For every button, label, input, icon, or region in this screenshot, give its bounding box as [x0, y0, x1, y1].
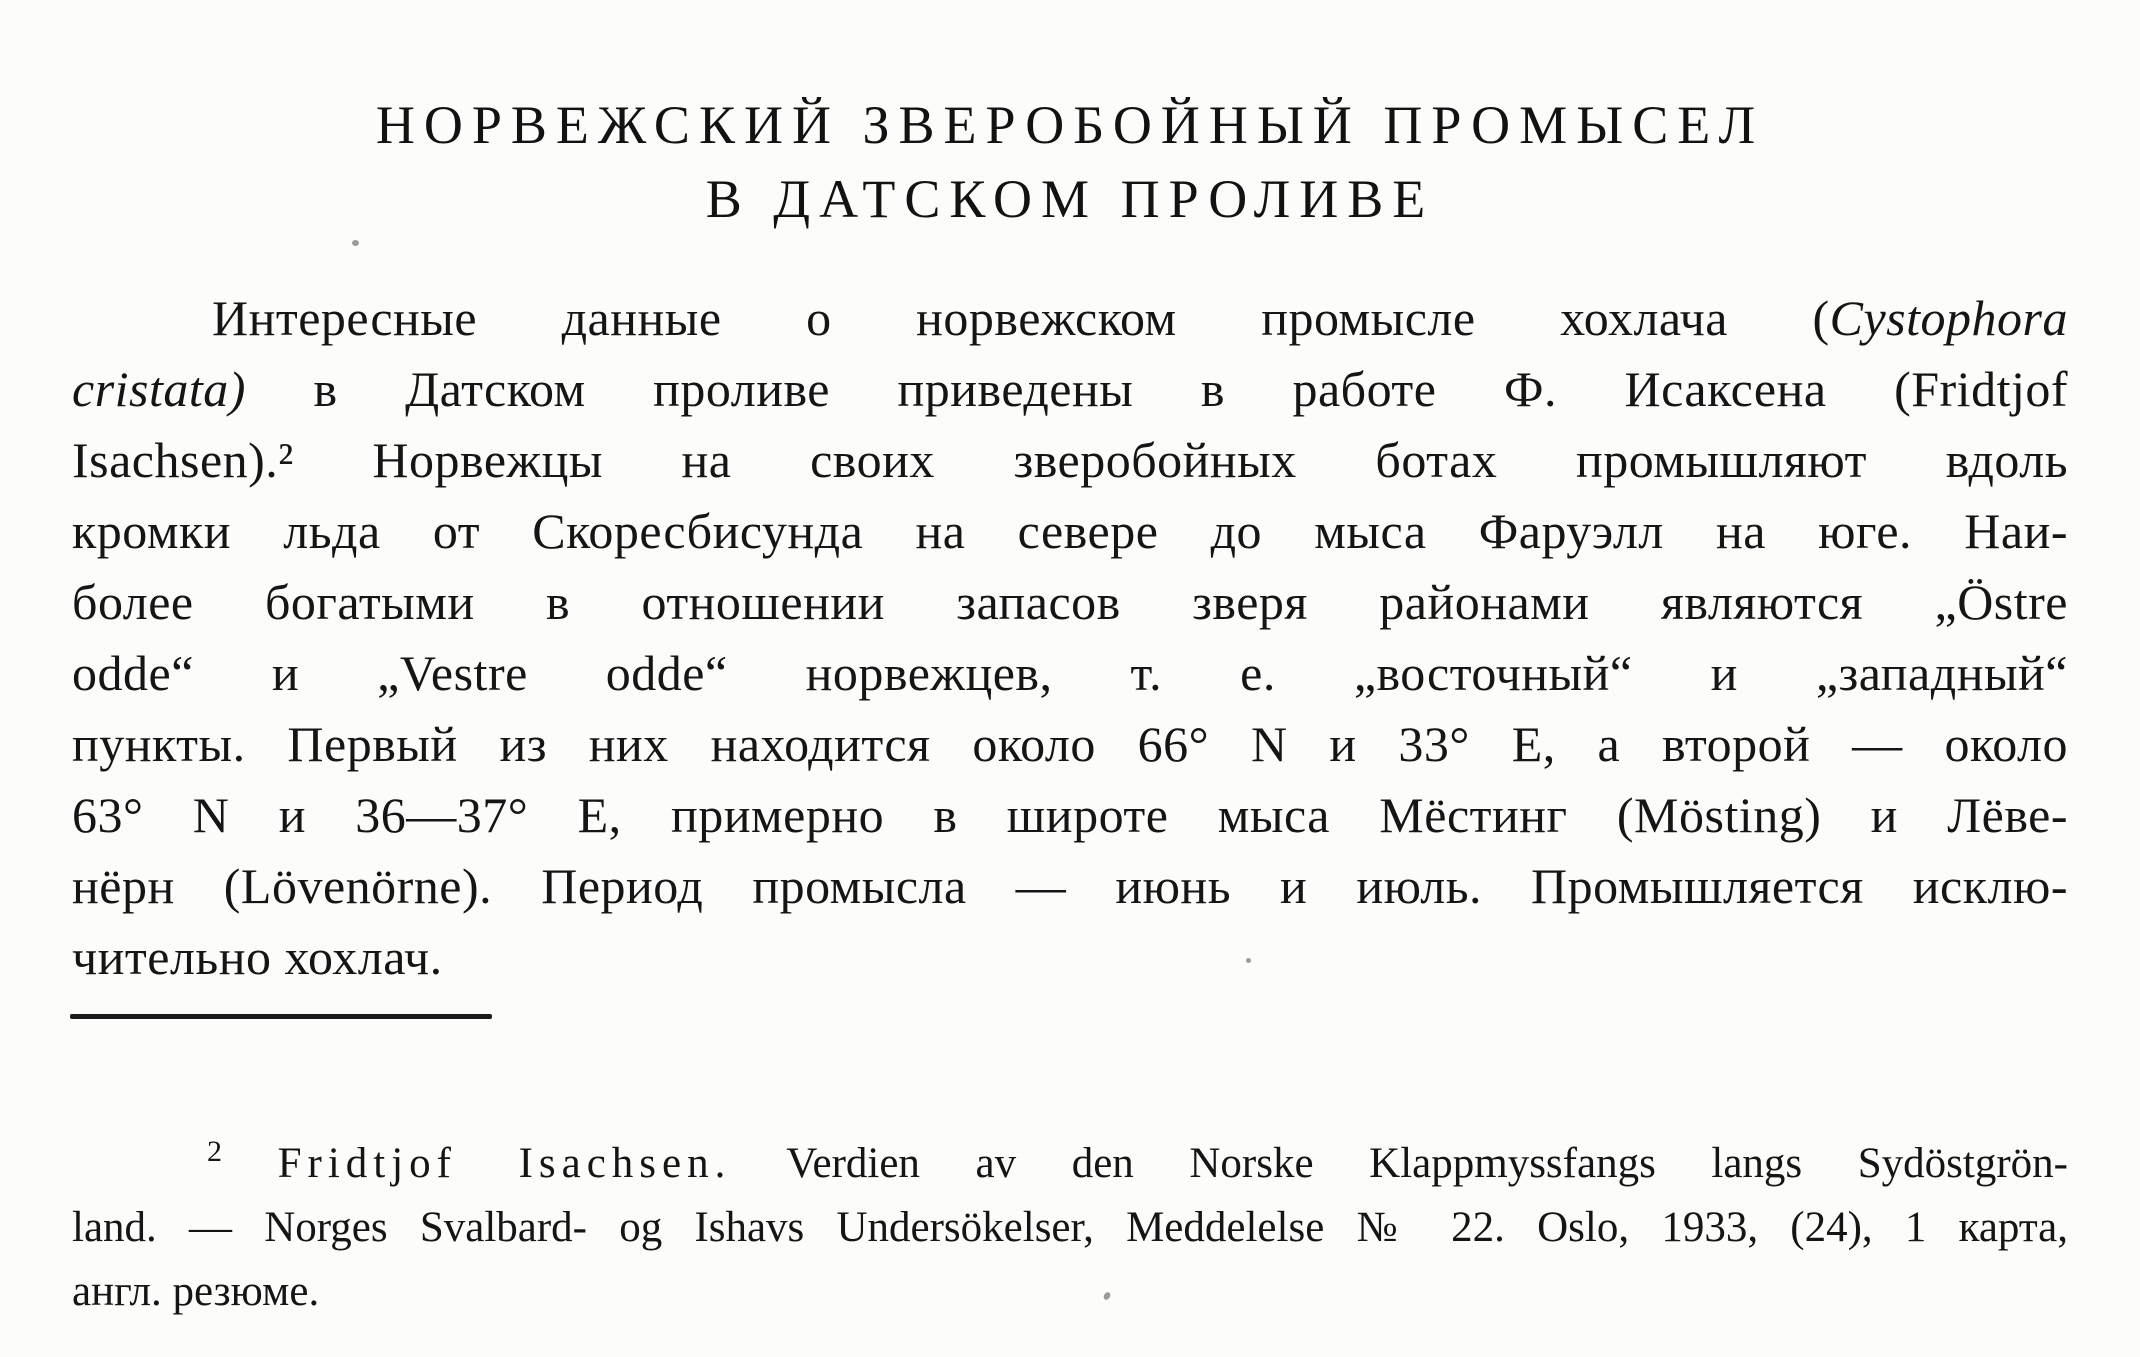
body-line-4: кромки льда от Скоресбисунда на севере до мыса Фаруэлл на юге. Наи-	[72, 503, 2068, 559]
body-line-6: odde“ и „Vestre odde“ норвежцев, т. е. „восточный“ и „западный“	[72, 645, 2068, 701]
body-line-3: Isachsen).² Норвежцы на своих зверобойных ботах промышляют вдоль	[72, 432, 2068, 488]
body-line-9: нёрн (Lövenörne). Период промысла — июнь и июль. Промышляется исклю-	[72, 858, 2068, 914]
footnote-author: Fridtjof Isachsen.	[277, 1140, 732, 1187]
body-line-5: более богатыми в отношении запасов зверя районами являются „Östre	[72, 574, 2068, 630]
body-line-1-text: Интересные данные о норвежском промысле хохлача (	[212, 290, 1830, 346]
footnote-line-1	[72, 1132, 2068, 1196]
title-line-2: В ДАТСКОМ ПРОЛИВЕ	[705, 169, 1435, 229]
footnote-separator-rule	[70, 1014, 492, 1019]
article-title	[0, 88, 2140, 236]
scan-speck	[1246, 958, 1251, 963]
footnote-line-2: land. — Norges Svalbard- og Ishavs Undersökelser, Meddelelse № 22. Oslo, 1933, (24), 1 карта,	[72, 1204, 2068, 1251]
footnote-marker: 2	[207, 1135, 222, 1168]
body-line-1	[72, 283, 2068, 354]
footnote	[72, 1132, 2068, 1324]
title-line-1: НОРВЕЖСКИЙ ЗВЕРОБОЙНЫЙ ПРОМЫСЕЛ	[375, 95, 1765, 155]
body-line-2-text: в Датском проливе приведены в работе Ф. Исаксена (Fridtjof	[313, 361, 2069, 417]
body-line-8: 63° N и 36—37° E, примерно в широте мыса Мёстинг (Mösting) и Лёве-	[72, 787, 2068, 843]
species-name-italic: cristata)	[72, 361, 246, 417]
footnote-line-3: англ. резюме.	[72, 1268, 320, 1315]
footnote-line-1-text: Verdien av den Norske Klappmyssfangs langs Sydöstgrön-	[786, 1140, 2068, 1187]
scan-speck	[352, 240, 359, 246]
body-line-10: чительно хохлач.	[72, 929, 443, 985]
body-line-7: пункты. Первый из них находится около 66° N и 33° E, а второй — около	[72, 716, 2068, 772]
species-name-italic: Cystophora	[1829, 290, 2068, 346]
body-line-2	[72, 354, 2068, 425]
article-body	[72, 283, 2068, 993]
